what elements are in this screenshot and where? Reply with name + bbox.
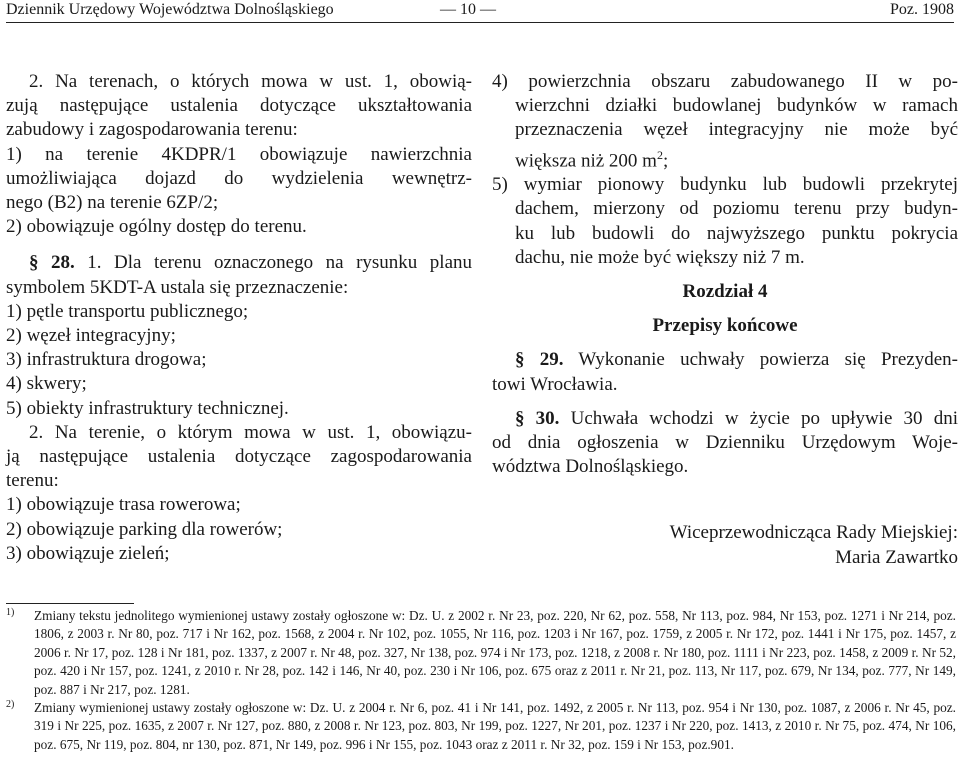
footnotes (6, 607, 956, 754)
section-30-number: § 30. (515, 407, 560, 429)
text-line: 2) węzeł integracyjny; (6, 325, 176, 347)
footnote-separator (6, 603, 134, 604)
footnote-mark: 2) (6, 699, 15, 711)
paragraph-30-first-line (492, 407, 958, 431)
text-line: towi Wrocławia. (492, 373, 618, 395)
journal-title: Dziennik Urzędowy Województwa Dolnośląskiego (6, 1, 334, 18)
text-line: 1) pętle transportu publicznego; (6, 300, 249, 322)
text-line: wierzchni działki budowlanej budynków w ramach (515, 95, 958, 117)
superscript: 2 (656, 147, 663, 162)
left-column (6, 70, 472, 566)
signatory-role: Wiceprzewodnicząca Rady Miejskiej: (669, 522, 958, 544)
text-line: 4) powierzchnia obszaru zabudowanego II w po- (492, 71, 958, 92)
position-number: Poz. 1908 (890, 1, 954, 18)
chapter-title: Przepisy końcowe (652, 315, 798, 337)
section-29-number: § 29. (515, 349, 564, 371)
footnote-text: Zmiany tekstu jednolitego wymienionej ustawy zostały ogłoszone w: Dz. U. z 2002 r. Nr 23, poz. 220, Nr 62, poz. 558, Nr 113, poz. 984, Nr 153, poz. 1271 i Nr 214, poz. 1806, z 2003 r. Nr 80, poz. 717 i Nr 162, poz. 1568, z 2004 r. Nr 102, poz. 1055, Nr 116, poz. 1203 i Nr 167, poz. 1759, z 2005 r. Nr 172, poz. 1441 i Nr 175, poz. 1457, z 2006 r. Nr 17, poz. 128 i Nr 181, poz. 1337, z 2007 r. Nr 48, poz. 327, Nr 138, poz. 974 i Nr 173, poz. 1218, z 2008 r. Nr 180, poz. 1111 i Nr 223, poz. 1458, z 2009 r. Nr 52, poz. 420 i Nr 157, poz. 1241, z 2010 r. Nr 28, poz. 142 i 146, Nr 40, poz. 230 i Nr 106, poz. 675 oraz z 2011 r. Nr 21, poz. 113, Nr 117, poz. 679, Nr 134, poz. 777, Nr 149, poz. 887 i Nr 217, poz. 1281. (34, 608, 956, 697)
text-line: ją następujące ustalenia dotyczące zagospodarowania (6, 446, 472, 468)
text-line: symbolem 5KDT-A ustala się przeznaczenie: (6, 276, 349, 298)
text-line: nego (B2) na terenie 6ZP/2; (6, 192, 219, 214)
right-column (492, 70, 958, 570)
paragraph-28-first-line (6, 251, 472, 275)
paragraph-29-first-line (492, 348, 958, 372)
text-line: 4) skwery; (6, 373, 87, 395)
text-line: 3) obowiązuje zieleń; (6, 542, 170, 564)
text-line (492, 143, 958, 174)
text-line: od dnia ogłoszenia w Dzienniku Urzędowym Woje- (492, 431, 958, 453)
text-line: 5) wymiar pionowy budynku lub budowli przekrytej (492, 174, 958, 196)
text-line: zabudowy i zagospodarowania terenu: (6, 119, 298, 141)
text-line: wództwa Dolnośląskiego. (492, 456, 689, 478)
text-line: 1) obowiązuje trasa rowerowa; (6, 494, 241, 516)
footnote-text: Zmiany wymienionej ustawy zostały ogłoszone w: Dz. U. z 2004 r. Nr 6, poz. 41 i Nr 141, poz. 1492, z 2005 r. Nr 113, poz. 954 i Nr 130, poz. 1087, z 2006 r. Nr 45, poz. 319 i Nr 225, poz. 1635, z 2007 r. Nr 127, poz. 880, z 2008 r. Nr 123, poz. 803, Nr 199, poz. 1227, Nr 201, poz. 1237 i Nr 220, poz. 1413, z 2010 r. Nr 75, poz. 474, Nr 106, poz. 675, Nr 119, poz. 804, nr 130, poz. 871, Nr 149, poz. 996 i Nr 155, poz. 1043 oraz z 2011 r. Nr 32, poz. 159 i Nr 153, poz.901. (34, 700, 956, 752)
text-line: 2. Na terenie, o którym mowa w ust. 1, obowiązu- (29, 421, 472, 443)
text-span: Uchwała wchodzi w życie po upływie 30 dni (559, 407, 959, 429)
chapter-heading: Rozdział 4 (682, 280, 768, 302)
text-span: Wykonanie uchwały powierza się Prezyden- (563, 349, 959, 371)
text-line: dachu, nie może być większy niż 7 m. (515, 246, 805, 268)
text-line: przeznaczenia węzeł integracyjny nie może być (515, 119, 958, 141)
text-line: ku lub budowli do najwyższego punktu pokrycia (515, 222, 958, 244)
text-line: 3) infrastruktura drogowa; (6, 349, 207, 371)
text-line: zują następujące ustalenia dotyczące ukształtowania (6, 95, 472, 117)
footnote-1 (6, 607, 956, 699)
page-header (6, 0, 954, 23)
text-line: 2. Na terenach, o których mowa w ust. 1, obowią- (29, 71, 472, 92)
footnote-mark: 1) (6, 607, 15, 618)
text-line: 2) obowiązuje parking dla rowerów; (6, 518, 283, 540)
text-line: 1) na terenie 4KDPR/1 obowiązuje nawierzchnia (6, 143, 472, 165)
text-line: dachem, mierzony od poziomu terenu przy budyn- (515, 198, 958, 220)
signatory-name: Maria Zawartko (835, 546, 958, 568)
text-line: terenu: (6, 470, 59, 492)
footnote-2 (6, 699, 956, 754)
text-span: 1. Dla terenu oznaczonego na rysunku planu (74, 252, 473, 274)
text-span: większa niż 200 m (515, 149, 657, 171)
section-28-number: § 28. (29, 252, 75, 274)
text-span: ; (662, 149, 669, 171)
text-line: 2) obowiązuje ogólny dostęp do terenu. (6, 216, 307, 238)
page-number: — 10 — (440, 1, 496, 18)
text-line: 5) obiekty infrastruktury technicznej. (6, 397, 289, 419)
text-line: umożliwiająca dojazd do wydzielenia wewnętrz- (6, 167, 472, 189)
